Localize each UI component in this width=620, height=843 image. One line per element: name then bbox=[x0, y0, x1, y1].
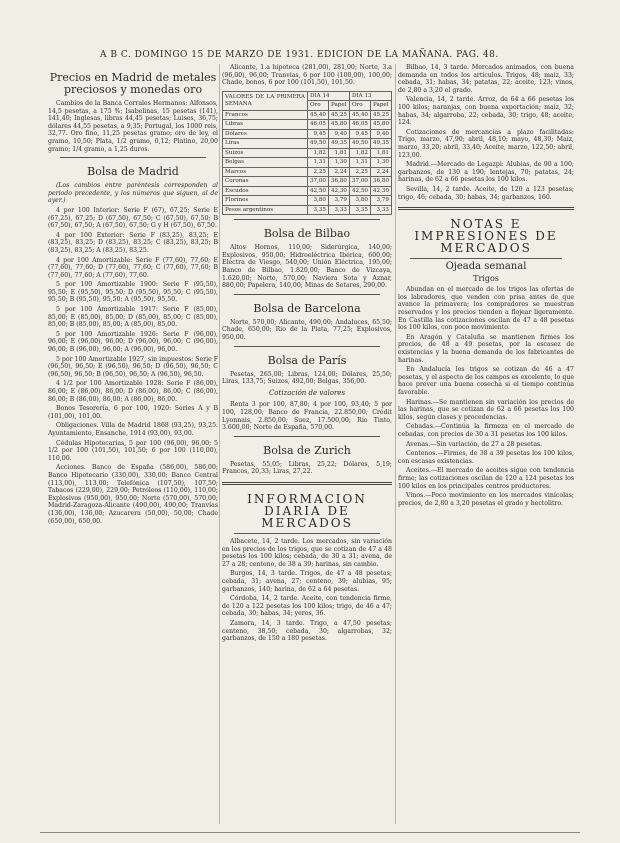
table-cell-label: Florines bbox=[223, 196, 308, 206]
table-cell-value: 36,80 bbox=[370, 177, 391, 187]
section-title: INFORMACION DIARIA DE MERCADOS bbox=[247, 491, 367, 530]
section-title: Bolsa de Barcelona bbox=[253, 301, 361, 315]
divider bbox=[234, 346, 380, 347]
table-cell-value: 36,80 bbox=[328, 177, 349, 187]
paragraph: 4 por 100 Interior: Serie F (67), 67,25; Serie E (67,25), 67,25; D (67,50), 67,50; C (67,50), 67,50; B (67,50), 67,50; A (67,50), 67,50; G y H (67,50), 67,50. bbox=[48, 206, 218, 230]
paragraph: 4 por 100 Exterior: Serie F (83,25), 83,25; E (83,25), 83,25; D (83,25), 83,25; C (83,25), 83,25; B (83,25), 83,25; A (83,25), 83,25. bbox=[48, 231, 218, 254]
table-cell-value: 9,45 bbox=[349, 129, 370, 139]
paragraph: 5 por 100 Amortizable 1927, sin impuestos: Serie F (96,50), 96,50; E (96,50), 96,50; D (96,50), 96,50; C (96,50), 96,50; B (96,50), 96,50; A (96,50), 96,50. bbox=[48, 355, 218, 378]
table-cell-value: 42,30 bbox=[370, 186, 391, 196]
table-cell-value: 42,50 bbox=[307, 186, 328, 196]
table-row bbox=[223, 186, 392, 196]
paragraph: Cotizaciones de mercancías a plazo facilitadas: Trigo, marzo, 47,90; abril, 48,10; mayo, 48,30; Maíz, marzo, 33,20; abril, 33,40; Aceite, marzo, 122,50; abril, 123,00. bbox=[398, 128, 574, 159]
table-cell-label: Coronas bbox=[223, 177, 308, 187]
table-cell-value: 37,00 bbox=[349, 177, 370, 187]
table-cell-label: Dólares bbox=[223, 129, 308, 139]
table-cell-value: 1,82 bbox=[307, 148, 328, 158]
paragraph: Burgos, 14, 3 tarde. Trigos, de 47 a 48 pesetas; cebada, 31; avena, 27; centeno, 39; alubias, 95; garbanzos, 140; harina, de 62 a 64 pesetas. bbox=[222, 570, 392, 593]
table-cell-value: 45,25 bbox=[370, 110, 391, 120]
table-cell-label: Marcos bbox=[223, 167, 308, 177]
table-cell-value: 46,05 bbox=[307, 120, 328, 130]
divider bbox=[410, 258, 562, 259]
table-cell-value: 2,25 bbox=[349, 167, 370, 177]
table-row bbox=[223, 167, 392, 177]
table-cell-value: 1,82 bbox=[349, 148, 370, 158]
table-cell-value: 45,80 bbox=[370, 120, 391, 130]
divider bbox=[60, 157, 206, 158]
table-cell-value: 45,40 bbox=[349, 110, 370, 120]
paragraph: Harinas.—Se mantienen sin variación los precios de las harinas, que se cotizan de 62 a 66 pesetas los 100 kilos, según clases y procedencias. bbox=[398, 398, 574, 421]
table-cell-value: 3,33 bbox=[328, 205, 349, 215]
table-cell-value: 1,30 bbox=[370, 158, 391, 168]
paragraph: Cédulas Hipotecarias, 5 por 100 (96,00), 96,00; 5 1/2 por 100 (101,50), 101,50; 6 por 100 (110,00), 110,00. bbox=[48, 439, 218, 462]
table-cell-label: Francos bbox=[223, 110, 308, 120]
table-cell-value: 1,81 bbox=[370, 148, 391, 158]
table-row bbox=[223, 129, 392, 139]
divider bbox=[234, 533, 380, 534]
paragraph: Bilbao, 14, 3 tarde. Mercados animados, con buena demanda en todos los artículos. Trigos, 48; maíz, 33; cebada, 31; habas, 34; patatas, 22; aceite, 123; vinos, de 2,80 a 3,20 el grado. bbox=[398, 64, 574, 94]
paragraph: Madrid.—Mercado de Legazpi: Alubias, de 90 a 100; garbanzos, de 130 a 190; lentejas, 70; patatas, 24; harinas, de 62 a 66 pesetas los 100 kilos. bbox=[398, 161, 574, 184]
table-cell-label: Pesos argentinos bbox=[223, 205, 308, 215]
paragraph: 5 por 100 Amortizable 1926: Serie F (96,00), 96,00; E (96,00), 96,00; D (96,00), 96,00; C (96,00), 96,00; B (96,00), 96,00; A (96,00), 96,00. bbox=[48, 330, 218, 354]
table-cell-value: 49,50 bbox=[307, 139, 328, 149]
table-cell-value: 9,40 bbox=[328, 129, 349, 139]
table-subheader: Oro bbox=[307, 101, 328, 111]
sub-title: Ojeada semanal bbox=[445, 261, 527, 273]
table-header: VALORES DE LA PRIMERA SEMANA bbox=[223, 91, 308, 110]
paragraph: Zamora, 14, 3 tarde. Trigo, a 47,50 pesetas; centeno, 38,50; cebada, 30; algarrobas, 32; garbanzos, de 150 a 180 pesetas. bbox=[222, 619, 392, 643]
page-header: A B C. DOMINGO 15 DE MARZO DE 1931. EDICION DE LA MAÑANA. PAG. 48. bbox=[100, 50, 499, 60]
table-cell-label: Suizos bbox=[223, 148, 308, 158]
table-subheader: Oro bbox=[349, 101, 370, 111]
table-header: DIA 13 bbox=[349, 91, 391, 101]
sub-title: Trigos bbox=[473, 273, 499, 283]
table-row bbox=[223, 196, 392, 206]
paragraph: Valencia, 14, 2 tarde. Arroz, de 64 a 66 pesetas los 100 kilos; naranjas, con buena exportación; maíz, 32; habas, 34; algarroba, 22; cebada, 30; trigo, 48; aceite, 124. bbox=[398, 96, 574, 127]
table-subheader: Papel bbox=[328, 101, 349, 111]
paragraph: Altos Hornos, 110,00; Siderúrgica, 140,00; Explosivos, 950,00; Hidroeléctrica Ibérica, 600,00; Electra de Viesgo, 540,00; Unión Eléctrica, 195,00; Banco de Bilbao, 1.820,00; Banco de Vizcaya, 1.620,00; Norte, 570,00; Naviera Sota y Aznar, 880,00; Papelera, 140,00; Minas de Setares, 290,00. bbox=[222, 244, 392, 290]
section-title: Bolsa de Zurich bbox=[263, 443, 351, 457]
paragraph: Albacete, 14, 2 tarde. Los mercados, sin variación en los precios de los trigos, que se cotizan de 47 a 48 pesetas los 100 kilos; cebada, de 30 a 31; avena, de 27 a 28; centeno, de 38 a 39; harinas, sin cambio. bbox=[222, 537, 392, 568]
table-cell-label: Liras bbox=[223, 139, 308, 149]
paragraph: Córdoba, 14, 2 tarde. Aceite, con tendencia firme, de 120 a 122 pesetas los 100 kilos; trigo, de 46 a 47; cebada, 30; habas, 34; yeros, 36. bbox=[222, 595, 392, 618]
table-subheader: Papel bbox=[370, 101, 391, 111]
table-cell-value: 2,24 bbox=[370, 167, 391, 177]
paragraph: En Andalucía los trigos se cotizan de 46 a 47 pesetas, y el aspecto de los campos es excelente, lo que hace prever una buena cosecha si el tiempo continúa favorable. bbox=[398, 366, 574, 396]
paragraph: Pesetas, 55,05; Libras, 25,22; Dólares, 5,19; Francos, 20,33; Liras, 27,22. bbox=[222, 460, 392, 476]
table-cell-value: 42,50 bbox=[349, 186, 370, 196]
paragraph: Cambios de la Banca Corrales Hermanos: Alfonsos, 14,5 pesetas, a 175 %; Isabelinas, 15 pesetas (141), 141,40; Inglesas, libras 44,45 pesetas; Luises, 36,75; dólares 44,55 pesetas, a 9,35; Portugal, los 1000 reis, 32,77. Oro fino, 11,25 pesetas gramo; oro de ley, el gramo, 10,50; Plata, 1/2 gramo, 0,12; Platino, 20,00 gramo; 1/4 gramo, a 1,25 duros. bbox=[48, 100, 218, 153]
paragraph: Centenos.—Firmes, de 38 a 39 pesetas los 100 kilos, con escasas existencias. bbox=[398, 450, 574, 465]
divider bbox=[222, 482, 392, 485]
table-cell-value: 37,00 bbox=[307, 177, 328, 187]
paragraph: Aceites.—El mercado de aceites sigue con tendencia firme; las cotizaciones oscilan de 120 a 124 pesetas los 100 kilos en los principales centros productores. bbox=[398, 467, 574, 490]
paragraph: (Los cambios entre paréntesis corresponden al periodo precedente, y los números que siguen, al de ayer.) bbox=[48, 182, 218, 205]
section-title: Bolsa de Madrid bbox=[87, 165, 179, 179]
exchange-table bbox=[222, 91, 392, 216]
table-row bbox=[223, 148, 392, 158]
divider bbox=[234, 436, 380, 437]
section-title: NOTAS E IMPRESIONES DE MERCADOS bbox=[414, 217, 558, 256]
table-cell-value: 45,25 bbox=[328, 110, 349, 120]
table-cell-value: 3,79 bbox=[370, 196, 391, 206]
table-cell-value: 3,35 bbox=[349, 205, 370, 215]
table-cell-label: Escudos bbox=[223, 186, 308, 196]
paragraph: Abundan en el mercado de los trigos las ofertas de los labradores, que venden con prisa antes de que avance la primavera; los compradores se muestran reservados y los precios tienden a flojear ligeramente. En Castilla las cotizaciones oscilan de 47 a 48 pesetas los 100 kilos, con poco movimiento. bbox=[398, 286, 574, 332]
paragraph: Bonos Tesorería, 6 por 100, 1920: Series A y B (101,00), 101,00. bbox=[48, 405, 218, 420]
paragraph: Alicante, 1.a hipoteca (281,00), 281,00; Norte, 3.a (96,00), 96,00; Tranvías, 6 por 100 (100,00), 100,00; Chade, bonos, 6 por 100 (101,50), 101,50. bbox=[222, 64, 392, 87]
paragraph: En Aragón y Cataluña se mantienen firmes los precios, de 48 a 49 pesetas, por la escasez de existencias y la buena demanda de los fabricantes de harinas. bbox=[398, 333, 574, 364]
table-cell-value: 46,05 bbox=[349, 120, 370, 130]
table-row bbox=[223, 139, 392, 149]
column-rule bbox=[395, 64, 396, 824]
table-cell-value: 9,45 bbox=[307, 129, 328, 139]
table-row bbox=[223, 177, 392, 187]
table-cell-value: 2,25 bbox=[307, 167, 328, 177]
column-rule bbox=[219, 64, 220, 824]
table-cell-value: 49,35 bbox=[370, 139, 391, 149]
table-row bbox=[223, 205, 392, 215]
divider bbox=[234, 219, 380, 220]
paragraph: Cebadas.—Continúa la firmeza en el mercado de cebadas, con precios de 30 a 31 pesetas los 100 kilos. bbox=[398, 423, 574, 438]
paragraph: Norte, 570,00; Alicante, 490,00; Andaluces, 65,50; Chade, 650,00; Rio de la Plata, 77,25; Explosivos, 950,00. bbox=[222, 318, 392, 342]
table-row bbox=[223, 110, 392, 120]
paragraph: Obligaciones. Villa de Madrid 1868 (93,25), 93,25. Ayuntamiento, Ensanche, 1914 (93,00), 93,00. bbox=[48, 422, 218, 437]
paragraph: Avenas.—Sin variación, de 27 a 28 pesetas. bbox=[406, 440, 543, 448]
table-cell-value: 1,31 bbox=[349, 158, 370, 168]
table-cell-value: 45,80 bbox=[328, 120, 349, 130]
table-header: DIA 14 bbox=[307, 91, 349, 101]
column-middle bbox=[222, 64, 392, 824]
divider bbox=[398, 207, 574, 210]
paragraph: 4 1/2 por 100 Amortizable 1928: Serie F (86,00), 86,00; E (86,00), 86,00; D (86,00), 86,00; C (86,00), 86,00; B (86,00), 86,00; A (86,00), 86,00. bbox=[48, 380, 218, 403]
section-title: Bolsa de París bbox=[267, 353, 347, 367]
table-cell-value: 42,30 bbox=[328, 186, 349, 196]
table-cell-value: 1,30 bbox=[328, 158, 349, 168]
column-left bbox=[48, 64, 218, 824]
table-cell-value: 3,35 bbox=[307, 205, 328, 215]
paragraph: Acciones. Banco de España (586,00), 586,00; Banco Hipotecario (330,00), 330,00; Banco Central (113,00), 113,00; Telefónica (107,50), 107,50; Tabacos (229,00), 229,00; Petróleos (110,00), 110,00; Explosivos (950,00), 950,00; Norte (570,00), 570,00; Madrid-Zaragoza-Alicante (490,00), 490,00; Tranvías (136,00), 136,00; Azucarera (50,00), 50,00; Chade (650,00), 650,00. bbox=[48, 464, 218, 525]
table-cell-value: 3,33 bbox=[370, 205, 391, 215]
table-cell-value: 1,81 bbox=[328, 148, 349, 158]
table-cell-value: 9,40 bbox=[370, 129, 391, 139]
table-cell-value: 2,24 bbox=[328, 167, 349, 177]
table-cell-value: 49,50 bbox=[349, 139, 370, 149]
sub-title: Cotización de valores bbox=[268, 388, 346, 397]
table-cell-label: Libras bbox=[223, 120, 308, 130]
paragraph: 4 por 100 Amortizable: Serie F (77,60), 77,60; E (77,60), 77,60; D (77,60), 77,60; C (77,60), 77,60; B (77,60), 77,60; A (77,60), 77,60. bbox=[48, 256, 218, 279]
page-footer-rule bbox=[40, 832, 580, 833]
paragraph: Sevilla, 14, 2 tarde. Aceite, de 120 a 123 pesetas; trigo, 46; cebada, 30; habas, 34; garbanzos, 160. bbox=[398, 185, 574, 201]
paragraph: Renta 3 por 100, 87,80; 4 por 100, 93,40; 5 por 100, 128,00; Banco de Francia, 22.850,00; Crédit Lyonnais, 2.850,00; Suez, 17.500,00; Río Tinto, 3.600,00; Norte de España, 570,00. bbox=[222, 401, 392, 432]
paragraph: 5 por 100 Amortizable 1900: Serie F (95,50), 95,50; E (95,50), 95,50; D (95,50), 95,50; C (95,50), 95,50; B (95,50), 95,50; A (95,50), 95,50. bbox=[48, 281, 218, 304]
table-cell-value: 3,79 bbox=[328, 196, 349, 206]
table-row bbox=[223, 158, 392, 168]
section-title: Precios en Madrid de metales preciosos y monedas oro bbox=[49, 71, 217, 96]
section-title: Bolsa de Bilbao bbox=[263, 227, 351, 241]
table-cell-label: Belgas bbox=[223, 158, 308, 168]
divider bbox=[234, 294, 380, 295]
table-cell-value: 3,80 bbox=[349, 196, 370, 206]
table-cell-value: 3,80 bbox=[307, 196, 328, 206]
table-cell-value: 49,35 bbox=[328, 139, 349, 149]
table-cell-value: 1,31 bbox=[307, 158, 328, 168]
paragraph: Vinos.—Poco movimiento en los mercados vinícolas; precios, de 2,80 a 3,20 pesetas el grado y hectolitro. bbox=[398, 492, 574, 507]
paragraph: 5 por 100 Amortizable 1917: Serie F (85,00), 85,00; E (85,00), 85,00; D (85,00), 85,00; C (85,00), 85,00; B (85,00), 85,00; A (85,00), 85,00. bbox=[48, 306, 218, 329]
table-row bbox=[223, 120, 392, 130]
paragraph: Pesetas, 265,00; Libras, 124,00; Dólares, 25,50; Liras, 133,75; Suizos, 492,00; Belgas, 356,00. bbox=[222, 370, 392, 386]
table-cell-value: 45,40 bbox=[307, 110, 328, 120]
column-right bbox=[398, 64, 574, 824]
